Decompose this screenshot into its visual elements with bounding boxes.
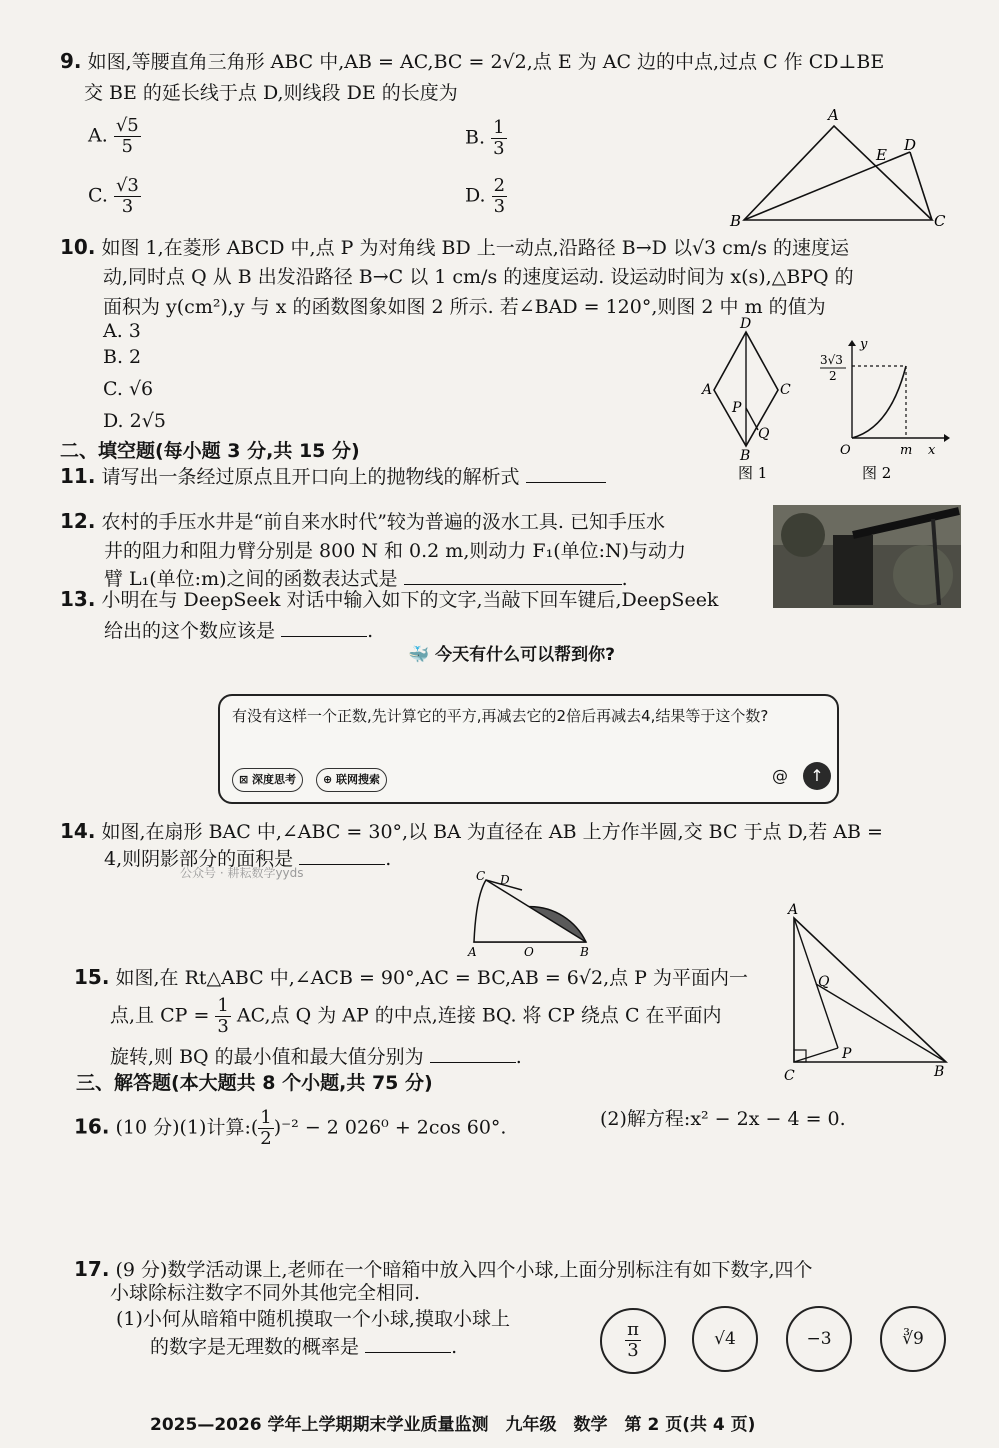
q9-option-c[interactable] xyxy=(88,176,141,217)
q17-answer-blank[interactable] xyxy=(365,1330,451,1353)
q13-line2-end: . xyxy=(367,620,374,642)
q9-option-d-label: D. xyxy=(465,184,486,207)
q10-number: 10. xyxy=(60,235,96,259)
q10-fig2-label-m: m xyxy=(900,443,913,458)
q10-line1: 如图 1,在菱形 ABCD 中,点 P 为对角线 BD 上一动点,沿路径 B→D 以√3 cm/s 的速度运 xyxy=(101,237,850,259)
deep-think-label: 深度思考 xyxy=(252,773,297,786)
deepseek-greeting xyxy=(408,642,615,668)
q15-line3: 旋转,则 BQ 的最小值和最大值分别为 xyxy=(110,1046,424,1068)
web-search-label: 联网搜索 xyxy=(336,773,381,786)
q17-line1: (9 分)数学活动课上,老师在一个暗箱中放入四个小球,上面分别标注有如下数字,四个 xyxy=(115,1259,813,1281)
q17-number: 17. xyxy=(74,1257,110,1281)
q10-parabola-curve xyxy=(852,366,906,438)
q14-label-o: O xyxy=(524,945,534,958)
q15-line1: 如图,在 Rt△ABC 中,∠ACB = 90°,AC = BC,AB = 6√2,点 P 为平面内一 xyxy=(115,967,748,989)
q15-number: 15. xyxy=(74,965,110,989)
q9-option-a-num: √5 xyxy=(115,115,139,136)
q15-text xyxy=(74,962,748,993)
q9-option-a-fraction xyxy=(114,116,141,157)
q9-label-d: D xyxy=(904,136,917,154)
q12-line3-end: . xyxy=(621,568,628,590)
q9-triangle-figure xyxy=(722,106,952,230)
q9-option-c-label: C. xyxy=(88,184,108,207)
q15-fraction-den: 3 xyxy=(217,1016,229,1037)
q10-segment-pq xyxy=(746,408,758,430)
q14-label-a: A xyxy=(468,945,477,958)
photo-pump-body xyxy=(833,535,873,605)
q14-line1: 如图,在扇形 BAC 中,∠ABC = 30°,以 BA 为直径在 AB 上方作半圆,交 BC 于点 D,若 AB = xyxy=(101,821,883,843)
q10-fig1-label-c: C xyxy=(780,382,791,398)
q13-line2-wrap xyxy=(104,614,373,646)
q16-part1a: (10 分)(1)计算:( xyxy=(115,1116,259,1139)
q14-number: 14. xyxy=(60,819,96,843)
q15-triangle-abc xyxy=(794,918,946,1062)
q17-line2: 小球除标注数字不同外其他完全相同. xyxy=(110,1282,421,1304)
q10-figure2-graph xyxy=(812,336,952,486)
q16-fraction-num: 1 xyxy=(260,1107,272,1128)
q9-option-d-den: 3 xyxy=(493,196,506,217)
q15-line-bq xyxy=(816,984,946,1062)
q10-y-arrow xyxy=(848,340,856,346)
q14-line2-end: . xyxy=(385,848,392,870)
q15-label-p: P xyxy=(842,1046,852,1062)
q9-option-d-fraction xyxy=(492,176,507,217)
q9-number: 9. xyxy=(60,49,82,73)
q11-stem: 请写出一条经过原点且开口向上的抛物线的解析式 xyxy=(101,466,520,488)
q12-line3: 臂 L₁(单位:m)之间的函数表达式是 xyxy=(104,568,398,590)
q12-line1: 农村的手压水井是“前自来水时代”较为普遍的汲水工具. 已知手压水 xyxy=(101,511,665,533)
q10-fig1-caption: 图 1 xyxy=(738,464,768,482)
q16-number: 16. xyxy=(74,1114,110,1139)
q9-option-d[interactable] xyxy=(465,176,507,217)
q10-line2: 动,同时点 Q 从 B 出发沿路径 B→C 以 1 cm/s 的速度运动. 设运动时间为 x(s),△BPQ 的 xyxy=(103,266,854,288)
q9-option-b-den: 3 xyxy=(493,138,505,159)
q10-fig1-label-d: D xyxy=(740,316,752,332)
q14-label-c: C xyxy=(476,869,486,883)
q12-text xyxy=(60,506,665,537)
q10-text xyxy=(60,232,849,263)
q13-line1: 小明在与 DeepSeek 对话中输入如下的文字,当敲下回车键后,DeepSeek xyxy=(101,589,719,611)
q16-part1b: )⁻² − 2 026⁰ + 2cos 60°. xyxy=(273,1116,507,1139)
q9-label-e: E xyxy=(876,146,887,164)
q15-line2a: 点,且 CP = xyxy=(110,1004,210,1027)
ball-pi-over-3 xyxy=(600,1308,666,1374)
q15-fraction xyxy=(215,996,230,1037)
q10-option-a[interactable]: A. 3 xyxy=(103,320,141,342)
q10-fig2-label-y: y xyxy=(860,337,868,352)
q9-option-c-fraction xyxy=(114,176,141,217)
q9-text xyxy=(60,46,884,77)
q10-line3: 面积为 y(cm²),y 与 x 的函数图象如图 2 所示. 若∠BAD = 120°,则图 2 中 m 的值为 xyxy=(103,296,826,318)
q11-text xyxy=(60,460,606,492)
q9-option-b-fraction xyxy=(491,118,506,159)
q9-option-d-num: 2 xyxy=(493,175,506,196)
q15-line-ap xyxy=(794,918,838,1048)
q10-fig1-label-p: P xyxy=(732,400,742,416)
section-solve-title: 三、解答题(本大题共 8 个小题,共 75 分) xyxy=(76,1072,433,1094)
q15-line2-wrap xyxy=(110,996,722,1037)
q9-option-a-label: A. xyxy=(88,124,108,147)
q15-line2b: AC,点 Q 为 AP 的中点,连接 BQ. 将 CP 绕点 C 在平面内 xyxy=(236,1004,722,1027)
q9-option-c-num: √3 xyxy=(115,175,139,196)
q9-label-b: B xyxy=(730,212,742,230)
q14-line2: 4,则阴影部分的面积是 xyxy=(104,848,294,870)
q15-triangle-figure xyxy=(778,900,958,1084)
q17-line4-end: . xyxy=(451,1336,458,1358)
attachment-icon[interactable]: @ xyxy=(772,766,788,785)
q12-answer-blank[interactable] xyxy=(404,562,622,585)
q15-label-a: A xyxy=(788,902,799,918)
q15-line3-end: . xyxy=(515,1046,522,1068)
q17-line4: 的数字是无理数的概率是 xyxy=(150,1336,360,1358)
web-search-button[interactable]: ⊕ 联网搜索 xyxy=(316,768,387,792)
q10-fig1-label-b: B xyxy=(740,448,751,464)
photo-bush-left xyxy=(781,513,825,557)
q12-number: 12. xyxy=(60,509,96,533)
q10-x-arrow xyxy=(944,434,950,442)
q17-line4-wrap xyxy=(150,1330,457,1362)
q17-line3: (1)小何从暗箱中随机摸取一个小球,摸取小球上 xyxy=(116,1308,510,1330)
q16-fraction xyxy=(258,1108,273,1149)
q9-option-b[interactable] xyxy=(465,118,507,159)
q10-option-c[interactable]: C. √6 xyxy=(103,378,154,400)
deepseek-whale-icon: 🐳 xyxy=(408,645,430,665)
q11-answer-blank[interactable] xyxy=(526,460,606,483)
q10-option-b[interactable]: B. 2 xyxy=(103,346,142,368)
q15-label-b: B xyxy=(934,1064,945,1080)
deepseek-chat-input-box[interactable] xyxy=(218,694,839,804)
q10-fig2-label-x: x xyxy=(928,443,936,458)
q14-label-b: B xyxy=(580,945,589,958)
q16-part2: (2)解方程:x² − 2x − 4 = 0. xyxy=(600,1108,846,1130)
q16-text xyxy=(74,1108,506,1149)
q10-option-d[interactable]: D. 2√5 xyxy=(103,410,166,432)
send-button[interactable]: ↑ xyxy=(803,762,831,790)
q10-fig2-value-num: 3√3 xyxy=(820,353,843,367)
ball-sqrt4: √4 xyxy=(692,1306,758,1372)
q9-line2: 交 BE 的延长线于点 D,则线段 DE 的长度为 xyxy=(84,82,458,104)
ball-minus3: −3 xyxy=(786,1306,852,1372)
q9-option-b-label: B. xyxy=(465,126,486,149)
q10-fig1-label-q: Q xyxy=(758,426,770,442)
chat-input-text[interactable]: 有没有这样一个正数,先计算它的平方,再减去它的2倍后再减去4,结果等于这个数? xyxy=(232,707,769,725)
q16-fraction-den: 2 xyxy=(260,1128,272,1149)
deep-think-button[interactable]: ⊠ 深度思考 xyxy=(232,768,303,792)
ball1-num: π xyxy=(627,1319,639,1340)
deepseek-greeting-text: 今天有什么可以帮到你? xyxy=(435,645,615,665)
q9-option-c-den: 3 xyxy=(121,196,134,217)
q14-answer-blank[interactable] xyxy=(299,842,385,865)
q10-fig1-label-a: A xyxy=(702,382,713,398)
q10-fig2-value-den: 2 xyxy=(829,369,837,383)
q9-label-c: C xyxy=(934,212,946,230)
section-fill-in-title: 二、填空题(每小题 3 分,共 15 分) xyxy=(60,440,360,462)
photo-bush-right xyxy=(893,545,953,605)
ball1-fraction xyxy=(625,1320,641,1361)
q15-label-c: C xyxy=(784,1068,795,1084)
watermark-text: 公众号 · 耕耘数学yyds xyxy=(180,866,304,880)
q13-number: 13. xyxy=(60,587,96,611)
q11-number: 11. xyxy=(60,464,96,488)
q10-fig2-caption: 图 2 xyxy=(862,464,892,482)
q10-fig2-label-o: O xyxy=(840,443,851,458)
ball-cbrt9: ∛9 xyxy=(880,1306,946,1372)
q9-label-a: A xyxy=(828,106,839,124)
q13-answer-blank[interactable] xyxy=(281,614,367,637)
q9-line1: 如图,等腰直角三角形 ABC 中,AB = AC,BC = 2√2,点 E 为 AC 边的中点,过点 C 作 CD⊥BE xyxy=(87,51,885,73)
q15-label-q: Q xyxy=(818,974,830,990)
q15-answer-blank[interactable] xyxy=(430,1040,516,1063)
page-footer: 2025—2026 学年上学期期末学业质量监测 九年级 数学 第 2 页(共 4 页) xyxy=(150,1415,756,1435)
ball1-den: 3 xyxy=(627,1340,639,1361)
q15-fraction-num: 1 xyxy=(217,995,229,1016)
q9-option-b-num: 1 xyxy=(493,117,505,138)
q13-line2: 给出的这个数应该是 xyxy=(104,620,276,642)
q9-option-a[interactable] xyxy=(88,116,141,157)
q10-figure1-rhombus xyxy=(700,312,810,484)
q12-line2: 井的阻力和阻力臂分别是 800 N 和 0.2 m,则动力 F₁(单位:N)与动力 xyxy=(104,540,687,562)
q14-sector-figure xyxy=(462,866,602,958)
q14-label-d: D xyxy=(500,873,510,887)
hand-pump-well-photo xyxy=(773,505,961,608)
q13-text xyxy=(60,584,718,615)
q9-option-a-den: 5 xyxy=(121,136,133,157)
